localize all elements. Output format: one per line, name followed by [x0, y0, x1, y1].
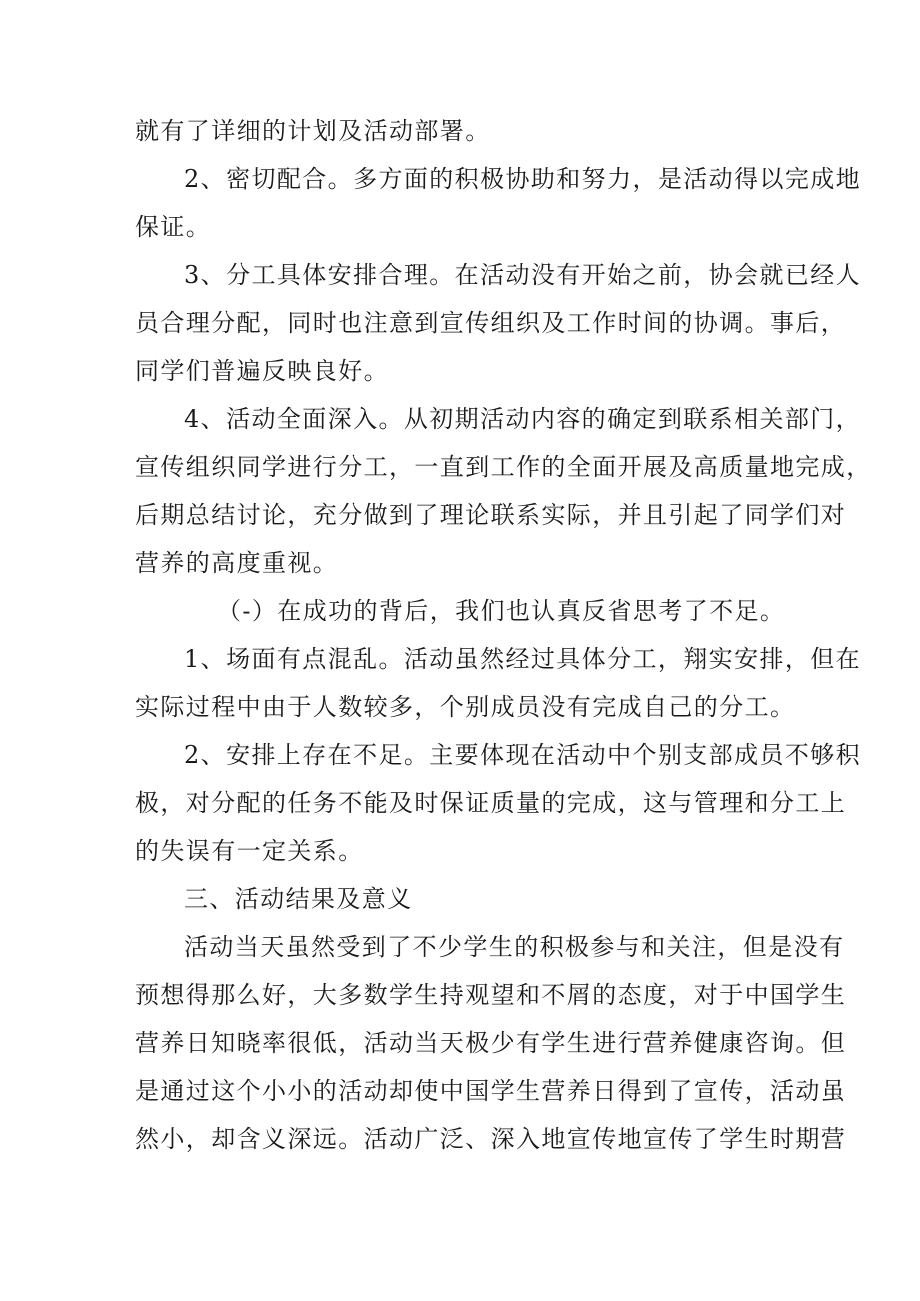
- text-line: 营养的高度重视。: [135, 549, 339, 577]
- text-line: 就有了详细的计划及活动部署。: [135, 117, 491, 145]
- text-line: 极，对分配的任务不能及时保证质量的完成，这与管理和分工上: [135, 789, 847, 817]
- text-line: 后期总结讨论，充分做到了理论联系实际，并且引起了同学们对: [135, 501, 847, 529]
- text-line: 营养日知晓率很低，活动当天极少有学生进行营养健康咨询。但: [135, 1029, 847, 1057]
- text-line: 实际过程中由于人数较多，个别成员没有完成自己的分工。: [135, 693, 796, 721]
- text-line: 宣传组织同学进行分工，一直到工作的全面开展及高质量地完成，: [135, 453, 872, 481]
- text-line: 1、场面有点混乱。活动虽然经过具体分工，翔实安排，但在: [184, 645, 862, 673]
- text-line: 3、分工具体安排合理。在活动没有开始之前，协会就已经人: [184, 261, 862, 289]
- section-heading: （-）在成功的背后，我们也认真反省思考了不足。: [217, 597, 786, 625]
- text-line: 员合理分配，同时也注意到宣传组织及工作时间的协调。事后，: [135, 309, 847, 337]
- text-line: 的失误有一定关系。: [135, 837, 364, 865]
- text-line: 活动当天虽然受到了不少学生的积极参与和关注，但是没有: [184, 933, 845, 961]
- text-line: 同学们普遍反映良好。: [135, 357, 389, 385]
- document-page: [135, 107, 872, 1163]
- text-line: 预想得那么好，大多数学生持观望和不屑的态度，对于中国学生: [135, 981, 847, 1009]
- text-line: 然小，却含义深远。活动广泛、深入地宣传地宣传了学生时期营: [135, 1125, 847, 1153]
- text-line: 2、安排上存在不足。主要体现在活动中个别支部成员不够积: [184, 741, 862, 769]
- section-heading: 三、活动结果及意义: [184, 885, 413, 913]
- text-line: 2、密切配合。多方面的积极协助和努力，是活动得以完成地: [184, 165, 862, 193]
- text-line: 4、活动全面深入。从初期活动内容的确定到联系相关部门，: [184, 405, 862, 433]
- text-line: 保证。: [135, 213, 212, 241]
- text-line: 是通过这个小小的活动却使中国学生营养日得到了宣传，活动虽: [135, 1077, 847, 1105]
